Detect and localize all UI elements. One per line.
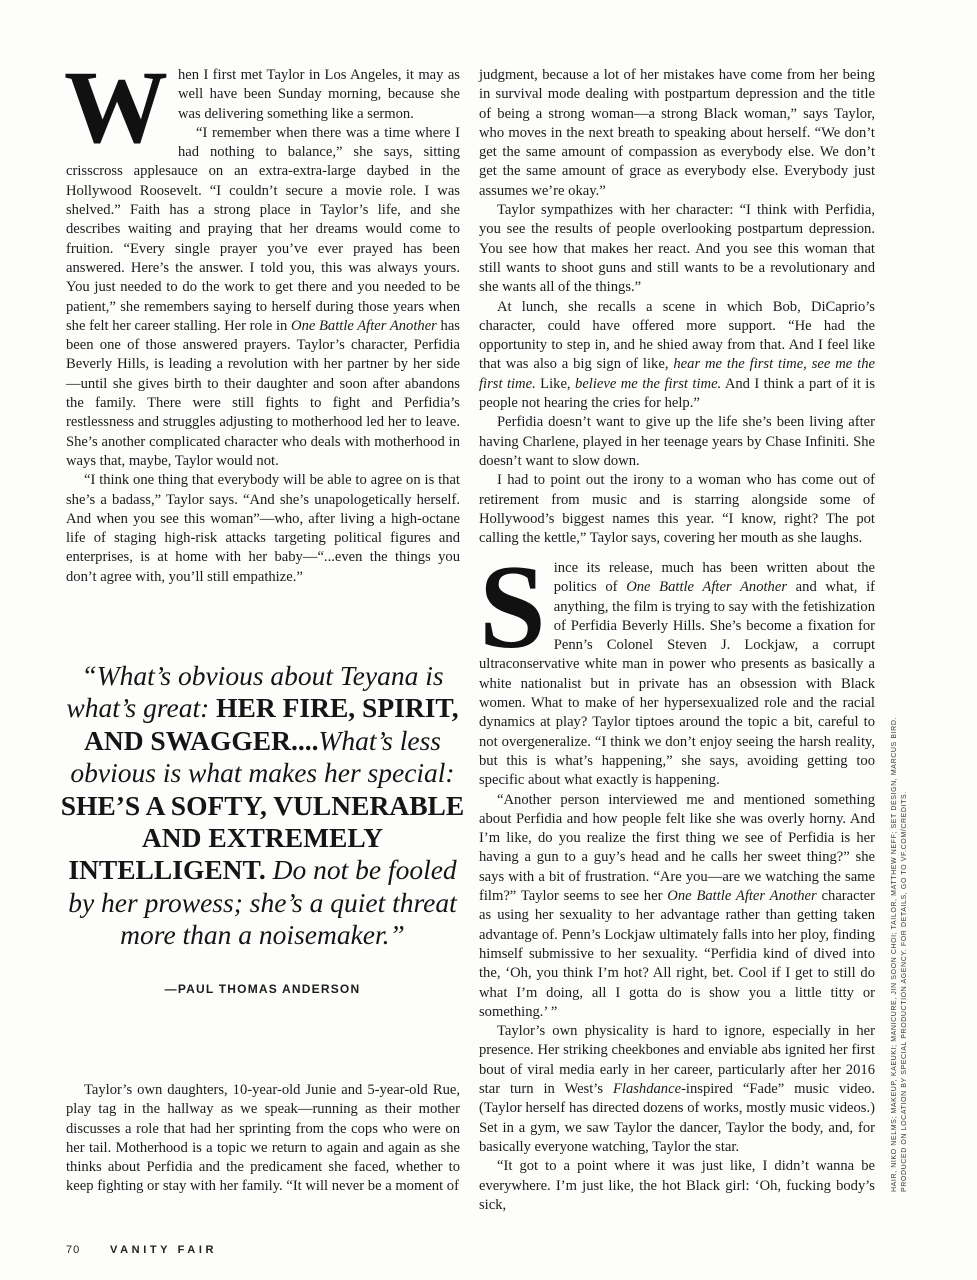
paragraph-text: Taylor sympathizes with her character: “I think with Perfidia, you see the results of people overlooking postpartum depression. You see how that makes her react. And you see this woman that still wants to shoot guns and still wants to be a revolutionary and she wants all of the things.”	[479, 202, 875, 296]
paragraph-text: “Another person interviewed me and mentioned something about Perfidia and how people felt like she was overly horny. And I’m like, do you realize the first thing we see of Perfidia is her having a gun to a guy’s head and he calls her sweet thing?” she says with a bit of frustration. “Are you—are we watching the same film?” Taylor seems to see her	[479, 791, 875, 905]
pull-quote	[60, 660, 465, 952]
article-column-left-top	[64, 50, 460, 587]
paragraph	[66, 1081, 460, 1197]
paragraph	[479, 413, 875, 471]
pull-quote-bold: HER FIRE, SPIRIT, AND SWAGGER....	[83, 692, 459, 756]
film-title: Flashdance	[612, 1081, 682, 1098]
paragraph	[64, 50, 460, 165]
paragraph-text: Taylor’s own daughters, 10-year-old Junie and 5-year-old Rue, play tag in the hallway as we speak—running as their mother discusses a role that had her sprinting from the cops who were on her tail. Motherhood is a topic we return to again and again as she thinks about Perfidia and the predicament she faced, whether to keep fighting or stay with her family. “It will never be a moment of	[66, 1082, 460, 1195]
pull-quote-italic: Do not be fooled by her prowess; she’s a quiet threat more than a noisemaker.”	[68, 854, 457, 951]
emphasis: believe me the first time.	[575, 375, 722, 392]
paragraph	[479, 66, 875, 201]
credits-line: HAIR, NIKO NELMS; MAKEUP, KAEUKI; MANICURE, JIN SOON CHOI; TAILOR, MATTHEW NEFF; SET DESIGN, MARCUS BIRD.	[891, 716, 898, 1192]
paragraph-text: I had to point out the irony to a woman who has come out of retirement from music and is starring alongside some of Hollywood’s biggest names this year. “I know, right? The pot calling the kettle,” Taylor says, covering her mouth as she laughs.	[479, 472, 875, 547]
credits-line: PRODUCED ON LOCATION BY SPECIAL PRODUCTION AGENCY. FOR DETAILS, GO TO VF.COM/CREDITS.	[901, 791, 908, 1192]
paragraph-text: “I remember when there was a time where I had nothing to balance,” she says, sitting crisscross applesauce on an extra-extra-large daybed in the Hollywood Roosevelt. “I couldn’t secure a movie role. I was shelved.” Faith has a strong place in Taylor’s life, and she describes waiting and praying that her dreams would come to fruition. “Every single prayer you’ve ever prayed has been answered. Here’s the answer. I told you, this was always yours. You just needed to do the work to get there and you needed to be patient,” she remembers saying to herself during those years when she felt her career stalling. Her role in	[66, 124, 460, 334]
paragraph-text: and what, if anything, the film is trying to say with the fetishization of Perfidia Beverly Hills. She’s become a fixation for Penn’s Colonel Steven J. Lockjaw, a corrupt ultraconservative white man in power who presents as basically a white nationalist but in private has an obsession with Black women. What to make of her hypersexualized role and the racial dynamics at play? Taylor tiptoes around the topic a bit, careful to not overgeneralize. “I think we don’t enjoy seeing the harsh reality, but this is what’s happening,” she says, avoiding getting too specific about what exactly is happening.	[479, 579, 875, 789]
article-column-left-bottom	[66, 1081, 460, 1197]
pull-quote-attribution: —PAUL THOMAS ANDERSON	[164, 982, 361, 996]
paragraph-text: “I think one thing that everybody will be able to agree on is that she’s a badass,” Taylor says. “And she’s unapologetically herself. And when you see this woman”—who, after living a high-octane life of staging high-risk attacks targeting political figures and enterprises, is at home with her baby—“...even the things you don’t agree with, you’ll still empathize.”	[66, 472, 460, 585]
paragraph-text: “It got to a point where it was just like, I didn’t wanna be everywhere. I’m just like, the hot Black girl: ‘Oh, fucking body’s sick,	[479, 1158, 875, 1213]
photo-credits	[890, 716, 910, 1192]
paragraph-text: character as using her sexuality to her advantage rather than getting taken advantage of. Penn’s Lockjaw ultimately falls into her ploy, finding himself submissive to her sexuality. “Perfidia kind of dived into the, ‘Oh, you think I’m hot? All right, bet. Cool if I get to still do what I’m doing, all I gotta do is show you a little titty or something.’ ”	[479, 888, 876, 1020]
paragraph-text: judgment, because a lot of her mistakes have come from her being in survival mode dealing with postpartum depression and the title of being a strong woman—a strong Black woman,” says Taylor, who moves in the next breath to speaking about herself. “We don’t get the same amount of compassion as everybody else. We don’t get the same amount of grace as everybody else. Everybody just assumes we’re okay.”	[479, 67, 875, 199]
pull-quote-bold: SHE’S A SOFTY, VULNERABLE AND EXTREMELY INTELLIGENT.	[60, 789, 465, 886]
paragraph	[479, 201, 875, 297]
paragraph-text: ince its release, much has been written about the politics of	[553, 560, 875, 596]
paragraph-text: Taylor’s own physicality is hard to ignore, especially in her presence. Her striking cheekbones and enviable abs ignited her first bout of viral media early in her career, particularly after her 2016 star turn in West’s	[479, 1023, 875, 1098]
paragraph	[479, 471, 875, 548]
page-number: 70	[66, 1244, 81, 1256]
paragraph-text: has been one of those answered prayers. Taylor’s character, Perfidia Beverly Hills, is leading a revolution with her partner by her side—until she gives birth to their daughter and soon after abandons the family. There were still fights to fight and Perfidia’s restlessness and struggles adjusting to motherhood led her to leave. She’s another complicated character who deals with motherhood in ways that, maybe, Taylor would not.	[66, 317, 460, 469]
paragraph	[479, 298, 875, 414]
film-title: One Battle After Another	[291, 317, 437, 334]
paragraph-text: And I think a part of it is people not hearing the cries for help.”	[479, 375, 875, 412]
paragraph-text: -inspired “Fade” music video. (Taylor herself has directed dozens of works, mostly music videos.) Set in a gym, we saw Taylor the dancer, Taylor the body, and, for basically everyone watching, Taylor the star.	[479, 1081, 875, 1155]
pull-quote-italic: What’s less obvious is what makes her special:	[70, 724, 455, 789]
drop-cap: W	[64, 50, 168, 165]
paragraph	[66, 471, 460, 587]
paragraph	[479, 540, 875, 791]
pull-quote-italic: “What’s obvious about Teyana is what’s great:	[66, 660, 444, 724]
emphasis: hear me the first time, see me the first time.	[479, 356, 875, 392]
drop-cap: S	[479, 540, 546, 673]
paragraph-text: Like,	[540, 375, 571, 392]
paragraph-text: hen I first met Taylor in Los Angeles, it may as well have been Sunday morning, because she was delivering something like a sermon.	[178, 67, 460, 122]
paragraph	[479, 791, 875, 1023]
paragraph	[479, 1157, 875, 1215]
paragraph	[66, 124, 460, 471]
film-title: One Battle After Another	[667, 888, 817, 905]
magazine-name: VANITY FAIR	[110, 1244, 218, 1256]
article-column-right-bottom	[479, 540, 876, 1215]
film-title: One Battle After Another	[626, 579, 788, 596]
paragraph-text: At lunch, she recalls a scene in which Bob, DiCaprio’s character, could have offered more support. “He had the opportunity to step in, and he shied away from that. And I feel like that was also a big sign of like,	[479, 298, 875, 373]
paragraph-text: Perfidia doesn’t want to give up the life she’s been living after having Charlene, played in her teenage years by Chase Infiniti. She doesn’t want to slow down.	[479, 414, 875, 469]
article-column-right-top	[479, 66, 875, 548]
paragraph	[479, 1022, 875, 1157]
